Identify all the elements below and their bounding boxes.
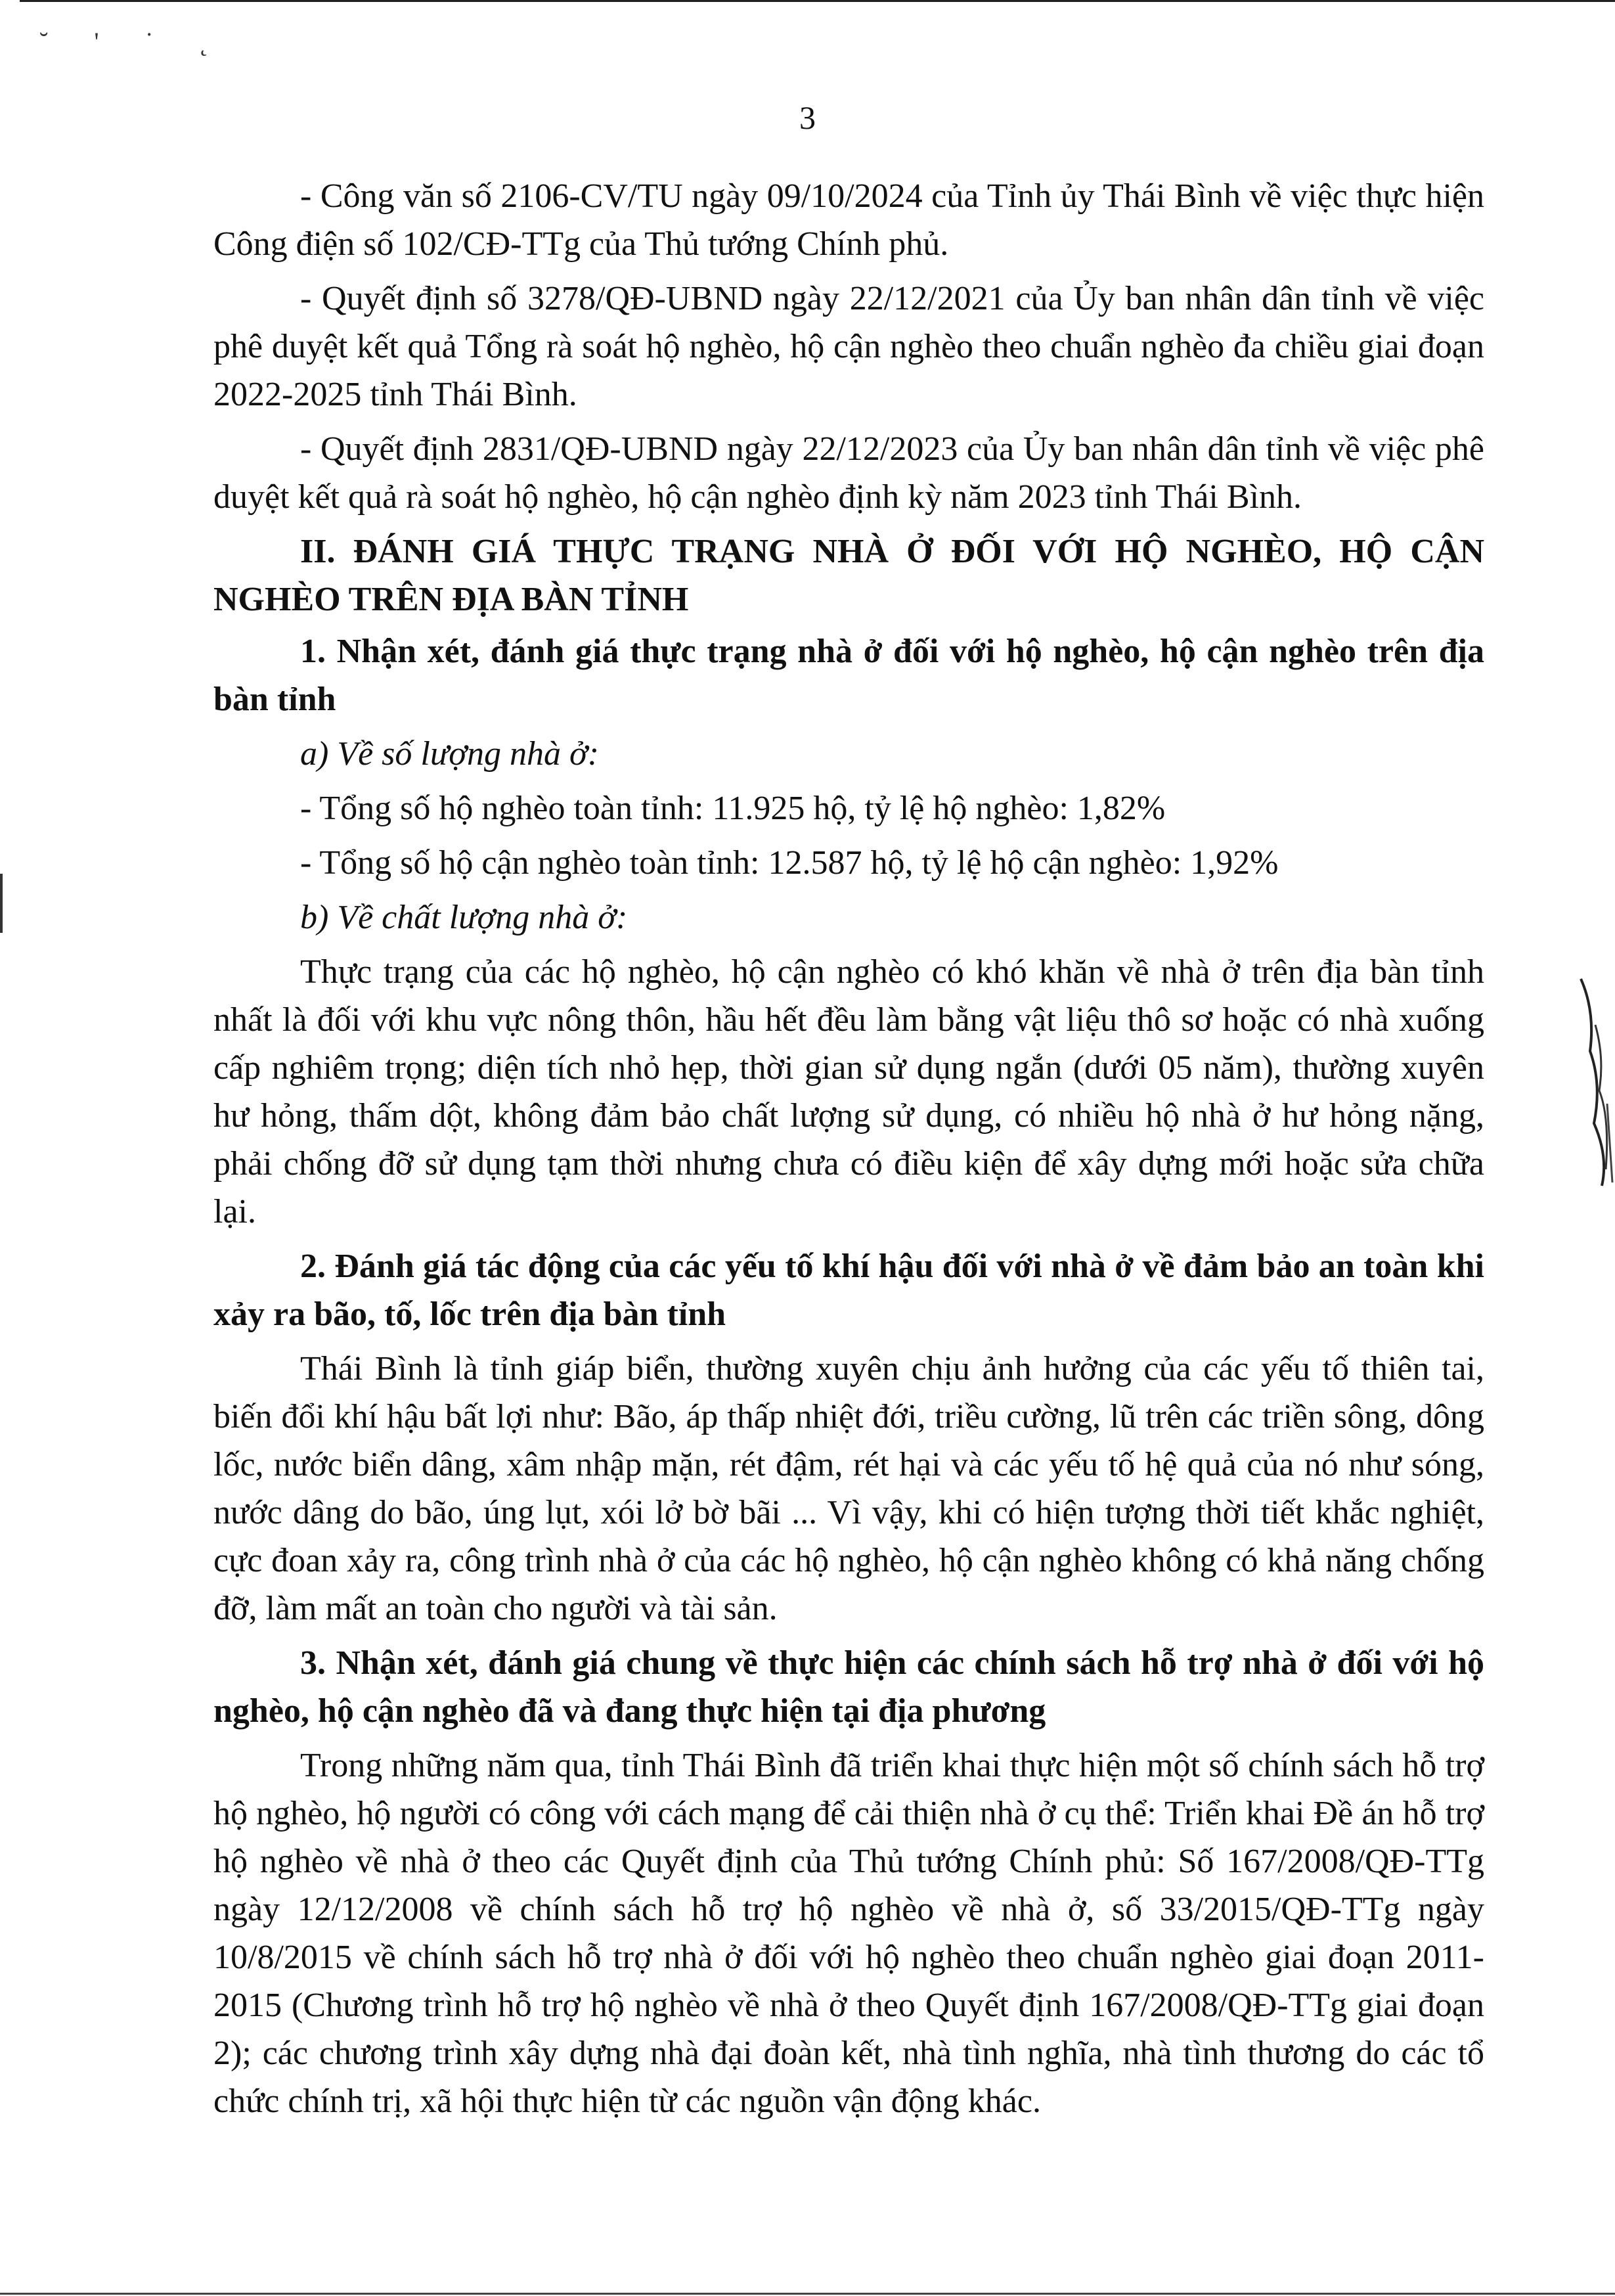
subsection-1a-label: a) Về số lượng nhà ở: bbox=[300, 735, 600, 773]
legal-basis-item: - Quyết định 2831/QĐ-UBND ngày 22/12/2023 của Ủy ban nhân dân tỉnh về việc phê duyệt kết quả rà soát hộ nghèo, hộ cận nghèo định kỳ năm 2023 tỉnh Thái Bình. bbox=[213, 430, 1484, 516]
subsection-2-title: 2. Đánh giá tác động của các yếu tố khí hậu đối với nhà ở về đảm bảo an toàn khi xảy ra bão, tố, lốc trên địa bàn tỉnh bbox=[213, 1248, 1484, 1333]
legal-basis-item: - Quyết định số 3278/QĐ-UBND ngày 22/12/2021 của Ủy ban nhân dân tỉnh về việc phê duyệt kết quả Tổng rà soát hộ nghèo, hộ cận nghèo theo chuẩn nghèo đa chiều giai đoạn 2022-2025 tỉnh Thái Bình. bbox=[213, 280, 1484, 413]
scan-top-edge bbox=[20, 0, 1615, 2]
legal-basis-item: - Công văn số 2106-CV/TU ngày 09/10/2024 của Tỉnh ủy Thái Bình về việc thực hiện Công điện số 102/CĐ-TTg của Thủ tướng Chính phủ. bbox=[213, 177, 1484, 263]
subsection-1b-label: b) Về chất lượng nhà ở: bbox=[300, 899, 628, 936]
household-count-item: - Tổng số hộ nghèo toàn tỉnh: 11.925 hộ, tỷ lệ hộ nghèo: 1,82% bbox=[300, 790, 1166, 827]
subsection-1-title: 1. Nhận xét, đánh giá thực trạng nhà ở đối với hộ nghèo, hộ cận nghèo trên địa bàn tỉnh bbox=[213, 633, 1484, 718]
page-number: 3 bbox=[799, 99, 816, 136]
section-ii-title: II. ĐÁNH GIÁ THỰC TRẠNG NHÀ Ở ĐỐI VỚI HỘ NGHÈO, HỘ CẬN NGHÈO TRÊN ĐỊA BÀN TỈNH bbox=[213, 533, 1484, 618]
scan-left-mark bbox=[0, 874, 3, 933]
housing-quality-paragraph: Thực trạng của các hộ nghèo, hộ cận nghèo có khó khăn về nhà ở trên địa bàn tỉnh nhất là đối với khu vực nông thôn, hầu hết đều làm bằng vật liệu thô sơ hoặc có nhà xuống cấp nghiêm trọng; diện tích nhỏ hẹp, thời gian sử dụng ngắn (dưới 05 năm), thường xuyên hư hỏng, thấm dột, không đảm bảo chất lượng sử dụng, có nhiều hộ nhà ở hư hỏng nặng, phải chống đỡ sử dụng tạm thời nhưng chưa có điều kiện để xây dựng mới hoặc sửa chữa lại. bbox=[213, 953, 1484, 1230]
climate-impact-paragraph: Thái Bình là tỉnh giáp biển, thường xuyên chịu ảnh hưởng của các yếu tố thiên tai, biến đổi khí hậu bất lợi như: Bão, áp thấp nhiệt đới, triều cường, lũ trên các triền sông, dông lốc, nước biển dâng, xâm nhập mặn, rét đậm, rét hại và các yếu tố hệ quả của nó như sóng, nước dâng do bão, úng lụt, xói lở bờ bãi ... Vì vậy, khi có hiện tượng thời tiết khắc nghiệt, cực đoan xảy ra, công trình nhà ở của các hộ nghèo, hộ cận nghèo không có khả năng chống đỡ, làm mất an toàn cho người và tài sản. bbox=[213, 1350, 1484, 1627]
household-count-item: - Tổng số hộ cận nghèo toàn tỉnh: 12.587 hộ, tỷ lệ hộ cận nghèo: 1,92% bbox=[300, 844, 1279, 882]
subsection-3-title: 3. Nhận xét, đánh giá chung về thực hiện các chính sách hỗ trợ nhà ở đối với hộ nghèo, hộ cận nghèo đã và đang thực hiện tại địa phương bbox=[213, 1644, 1484, 1730]
scan-bottom-edge bbox=[0, 2293, 1615, 2295]
document-body bbox=[213, 172, 1484, 2132]
policy-assessment-paragraph: Trong những năm qua, tỉnh Thái Bình đã triển khai thực hiện một số chính sách hỗ trợ hộ nghèo, hộ người có công với cách mạng để cải thiện nhà ở cụ thể: Triển khai Đề án hỗ trợ hộ nghèo về nhà ở theo các Quyết định của Thủ tướng Chính phủ: Số 167/2008/QĐ-TTg ngày 12/12/2008 về chính sách hỗ trợ hộ nghèo về nhà ở, số 33/2015/QĐ-TTg ngày 10/8/2015 về chính sách hỗ trợ nhà ở đối với hộ nghèo theo chuẩn nghèo giai đoạn 2011-2015 (Chương trình hỗ trợ hộ nghèo về nhà ở theo Quyết định 167/2008/QĐ-TTg giai đoạn 2); các chương trình xây dựng nhà đại đoàn kết, nhà tình nghĩa, nhà tình thương do các tổ chức chính trị, xã hội thực hiện từ các nguồn vận động khác. bbox=[213, 1747, 1484, 2120]
scan-specks: ˘ ' ˙ ˛ bbox=[39, 27, 229, 56]
binding-marks bbox=[1576, 972, 1615, 1189]
